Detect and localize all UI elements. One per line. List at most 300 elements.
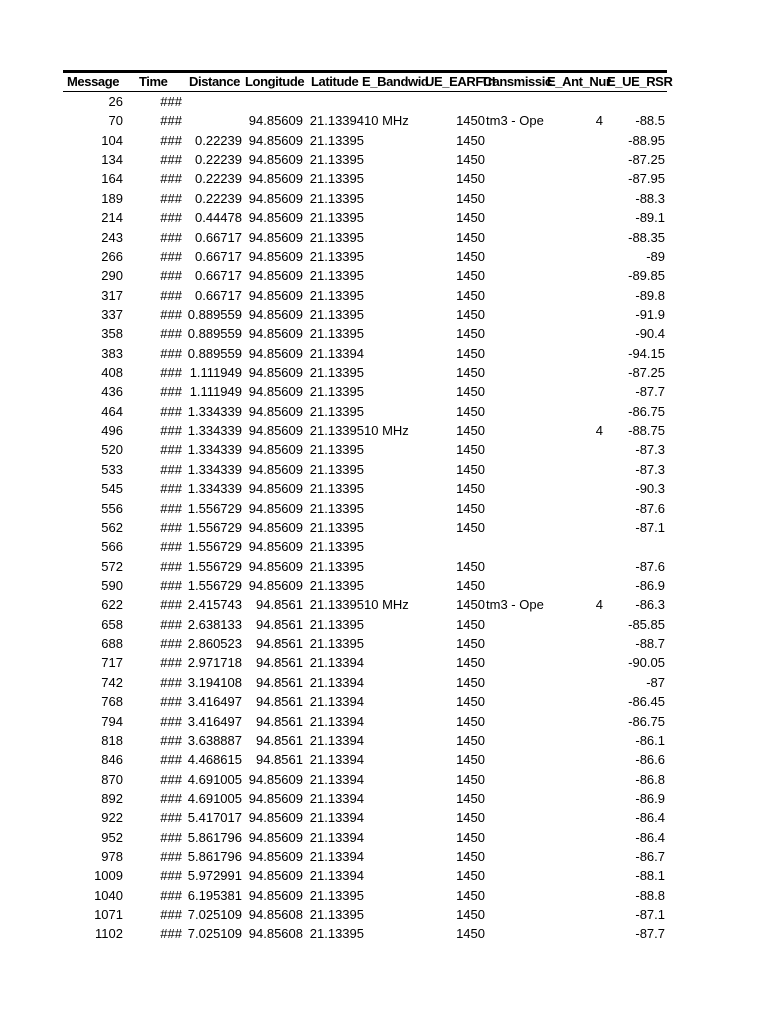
cell-message: 358 [101,326,123,342]
cell-distance: 0.66717 [195,287,242,303]
cell-earfcn: 1450 [456,365,485,381]
cell-latitude: 21.13394 [309,674,364,690]
cell-earfcn: 1450 [456,132,485,148]
cell-rsr: -89.85 [628,268,665,284]
table-row [63,344,667,363]
table-row [63,886,667,905]
cell-time: ### [160,694,182,710]
cell-message: 243 [101,229,123,245]
cell-message: 383 [101,345,123,361]
table-row [63,866,667,885]
cell-time: ### [160,345,182,361]
cell-earfcn: 1450 [456,713,485,729]
table-row [63,169,667,188]
table-row [63,228,667,247]
cell-rsr: -87.1 [635,519,665,535]
cell-latitude: 21.13394 [309,752,364,768]
cell-latitude: 21.13395 [309,636,364,652]
cell-latitude: 21.13395 [309,403,364,419]
cell-longitude: 94.85609 [248,345,303,361]
cell-rsr: -89.8 [635,287,665,303]
cell-earfcn: 1450 [456,210,485,226]
cell-time: ### [160,229,182,245]
cell-latitude: 21.13395 [309,326,364,342]
cell-time: ### [160,152,182,168]
cell-message: 622 [101,597,123,613]
cell-earfcn: 1450 [456,926,485,942]
cell-distance: 1.334339 [187,423,242,439]
cell-longitude: 94.8561 [256,655,303,671]
header-rsr: E_UE_RSR [607,74,673,89]
header-longitude: Longitude [245,74,305,89]
cell-time: ### [160,849,182,865]
cell-longitude: 94.85609 [248,229,303,245]
cell-earfcn: 1450 [456,597,485,613]
cell-longitude: 94.85609 [248,539,303,555]
cell-time: ### [160,713,182,729]
cell-latitude: 21.13395 [309,229,364,245]
cell-message: 590 [101,577,123,593]
cell-time: ### [160,907,182,923]
table-row [63,363,667,382]
cell-earfcn: 1450 [456,345,485,361]
cell-earfcn: 1450 [456,694,485,710]
cell-distance: 1.556729 [187,539,242,555]
cell-earfcn: 1450 [456,326,485,342]
cell-time: ### [160,94,182,109]
cell-rsr: -90.3 [635,481,665,497]
table-row [63,615,667,634]
cell-rsr: -87.1 [635,907,665,923]
cell-latitude: 21.13395 [309,152,364,168]
cell-earfcn: 1450 [456,616,485,632]
cell-earfcn: 1450 [456,229,485,245]
cell-rsr: -87.3 [635,461,665,477]
cell-longitude: 94.8561 [256,636,303,652]
header-distance: Distance [189,74,240,89]
cell-longitude: 94.85609 [248,849,303,865]
cell-rsr: -86.45 [628,694,665,710]
table-body [63,92,667,944]
cell-longitude: 94.8561 [256,713,303,729]
cell-longitude: 94.85608 [248,907,303,923]
cell-earfcn: 1450 [456,655,485,671]
table-row [63,208,667,227]
cell-rsr: -86.9 [635,577,665,593]
cell-latitude: 21.13394 [309,694,364,710]
cell-message: 562 [101,519,123,535]
cell-distance: 3.638887 [187,732,242,748]
cell-latitude: 21.13394 [309,849,364,865]
table-row [63,518,667,537]
cell-earfcn: 1450 [456,268,485,284]
cell-latitude: 21.13395 [309,306,364,322]
cell-latitude: 21.13395 [309,887,364,903]
cell-message: 566 [101,539,123,555]
cell-message: 556 [101,500,123,516]
cell-time: ### [160,829,182,845]
cell-longitude: 94.85609 [248,365,303,381]
cell-earfcn: 1450 [456,306,485,322]
cell-distance: 0.889559 [187,345,242,361]
header-ant-num: E_Ant_Nur [547,74,611,89]
cell-latitude: 21.13395 [309,365,364,381]
cell-rsr: -87.6 [635,558,665,574]
cell-rsr: -85.85 [628,616,665,632]
table-row [63,440,667,459]
cell-longitude: 94.85609 [248,287,303,303]
cell-longitude: 94.8561 [256,732,303,748]
table-row [63,828,667,847]
cell-message: 922 [101,810,123,826]
table-row [63,634,667,653]
cell-earfcn: 1450 [456,907,485,923]
cell-earfcn: 1450 [456,771,485,787]
cell-latitude: 21.13395 [309,597,364,613]
cell-ant-num: 4 [595,597,603,613]
cell-distance: 1.334339 [187,481,242,497]
cell-time: ### [160,868,182,884]
cell-longitude: 94.85609 [248,887,303,903]
cell-rsr: -88.5 [635,113,665,129]
cell-rsr: -86.1 [635,732,665,748]
cell-ant-num: 4 [595,423,603,439]
cell-latitude: 21.13394 [309,732,364,748]
cell-longitude: 94.85609 [248,500,303,516]
cell-message: 70 [108,113,123,129]
cell-distance: 3.416497 [187,694,242,710]
cell-distance: 3.194108 [187,674,242,690]
cell-latitude: 21.13395 [309,190,364,206]
cell-transmission: tm3 - Ope [486,113,544,129]
cell-latitude: 21.13394 [309,810,364,826]
cell-latitude: 21.13394 [309,829,364,845]
cell-rsr: -88.1 [635,868,665,884]
cell-distance: 0.66717 [195,268,242,284]
cell-distance: 0.22239 [195,132,242,148]
cell-earfcn: 1450 [456,887,485,903]
table-row [63,770,667,789]
cell-rsr: -86.3 [635,597,665,613]
cell-longitude: 94.8561 [256,694,303,710]
cell-message: 436 [101,384,123,400]
cell-message: 266 [101,248,123,264]
table-row [63,111,667,130]
cell-longitude: 94.85608 [248,926,303,942]
cell-distance: 3.416497 [187,713,242,729]
cell-distance: 7.025109 [187,926,242,942]
cell-earfcn: 1450 [456,868,485,884]
cell-earfcn: 1450 [456,674,485,690]
cell-message: 952 [101,829,123,845]
cell-longitude: 94.85609 [248,577,303,593]
cell-time: ### [160,287,182,303]
cell-latitude: 21.13395 [309,384,364,400]
table-row [63,750,667,769]
cell-latitude: 21.13395 [309,461,364,477]
cell-earfcn: 1450 [456,171,485,187]
cell-rsr: -86.6 [635,752,665,768]
cell-time: ### [160,752,182,768]
header-row [63,73,673,92]
cell-message: 290 [101,268,123,284]
cell-message: 189 [101,190,123,206]
cell-longitude: 94.85609 [248,384,303,400]
cell-earfcn: 1450 [456,287,485,303]
cell-message: 1040 [94,887,123,903]
cell-latitude: 21.13395 [309,500,364,516]
cell-latitude: 21.13394 [309,113,364,129]
header-latitude: Latitude [311,74,359,89]
table-row [63,595,667,614]
cell-longitude: 94.85609 [248,403,303,419]
cell-longitude: 94.8561 [256,616,303,632]
cell-time: ### [160,500,182,516]
table-row [63,808,667,827]
cell-latitude: 21.13395 [309,248,364,264]
cell-earfcn: 1450 [456,577,485,593]
cell-latitude: 21.13395 [309,907,364,923]
cell-message: 214 [101,210,123,226]
cell-distance: 0.66717 [195,229,242,245]
cell-rsr: -86.75 [628,713,665,729]
cell-earfcn: 1450 [456,636,485,652]
cell-time: ### [160,210,182,226]
cell-rsr: -88.3 [635,190,665,206]
cell-earfcn: 1450 [456,113,485,129]
cell-message: 892 [101,790,123,806]
cell-distance: 5.417017 [187,810,242,826]
cell-message: 26 [108,94,123,109]
table-row [63,673,667,692]
cell-latitude: 21.13395 [309,616,364,632]
header-transmission: Transmissic [481,74,552,89]
cell-distance: 1.111949 [189,365,242,381]
cell-distance: 6.195381 [187,887,242,903]
cell-rsr: -87.7 [635,384,665,400]
cell-rsr: -88.95 [628,132,665,148]
cell-distance: 0.66717 [195,248,242,264]
cell-message: 688 [101,636,123,652]
cell-time: ### [160,326,182,342]
cell-rsr: -90.05 [628,655,665,671]
cell-message: 464 [101,403,123,419]
cell-distance: 5.861796 [187,849,242,865]
cell-time: ### [160,577,182,593]
cell-longitude: 94.85609 [248,306,303,322]
cell-distance: 0.22239 [195,190,242,206]
table-row [63,557,667,576]
cell-message: 1071 [94,907,123,923]
cell-rsr: -87.3 [635,442,665,458]
header-time: Time [139,74,168,89]
cell-time: ### [160,384,182,400]
cell-message: 794 [101,713,123,729]
cell-time: ### [160,481,182,497]
cell-message: 846 [101,752,123,768]
table-row [63,286,667,305]
cell-longitude: 94.85609 [248,829,303,845]
cell-rsr: -87.25 [628,152,665,168]
cell-longitude: 94.8561 [256,674,303,690]
cell-longitude: 94.85609 [248,519,303,535]
table-row [63,692,667,711]
cell-rsr: -94.15 [628,345,665,361]
cell-longitude: 94.85609 [248,268,303,284]
table-row [63,576,667,595]
table-row [63,537,667,556]
cell-earfcn: 1450 [456,732,485,748]
cell-latitude: 21.13394 [309,345,364,361]
cell-distance: 0.889559 [187,326,242,342]
cell-rsr: -86.9 [635,790,665,806]
cell-latitude: 21.13395 [309,268,364,284]
cell-earfcn: 1450 [456,849,485,865]
cell-distance: 2.415743 [187,597,242,613]
cell-earfcn: 1450 [456,248,485,264]
cell-distance: 1.334339 [187,442,242,458]
cell-distance: 1.111949 [189,384,242,400]
cell-rsr: -86.4 [635,829,665,845]
cell-longitude: 94.85609 [248,210,303,226]
cell-distance: 1.556729 [187,500,242,516]
cell-distance: 0.889559 [187,306,242,322]
cell-time: ### [160,558,182,574]
cell-rsr: -87.95 [628,171,665,187]
table-row [63,402,667,421]
cell-longitude: 94.85609 [248,132,303,148]
cell-time: ### [160,132,182,148]
cell-latitude: 21.13394 [309,713,364,729]
cell-rsr: -86.7 [635,849,665,865]
cell-distance: 4.691005 [187,790,242,806]
cell-longitude: 94.85609 [248,461,303,477]
cell-message: 408 [101,365,123,381]
cell-latitude: 21.13394 [309,790,364,806]
cell-message: 104 [101,132,123,148]
cell-latitude: 21.13394 [309,655,364,671]
cell-message: 978 [101,849,123,865]
cell-message: 717 [101,655,123,671]
cell-time: ### [160,423,182,439]
cell-message: 164 [101,171,123,187]
cell-message: 317 [101,287,123,303]
cell-longitude: 94.8561 [256,752,303,768]
cell-longitude: 94.85609 [248,868,303,884]
cell-time: ### [160,171,182,187]
cell-earfcn: 1450 [456,558,485,574]
cell-latitude: 21.13395 [309,171,364,187]
cell-message: 545 [101,481,123,497]
cell-ant-num: 4 [595,113,603,129]
cell-latitude: 21.13394 [309,771,364,787]
cell-distance: 2.860523 [187,636,242,652]
header-earfcn: UE_EARFCI [425,74,496,89]
cell-rsr: -87.6 [635,500,665,516]
cell-distance: 5.861796 [187,829,242,845]
cell-earfcn: 1450 [456,152,485,168]
cell-rsr: -86.8 [635,771,665,787]
cell-earfcn: 1450 [456,461,485,477]
table-row [63,324,667,343]
table-row [63,421,667,440]
cell-time: ### [160,539,182,555]
cell-earfcn: 1450 [456,403,485,419]
cell-distance: 1.334339 [187,461,242,477]
table-row [63,382,667,401]
cell-longitude: 94.85609 [248,810,303,826]
cell-time: ### [160,519,182,535]
cell-time: ### [160,461,182,477]
cell-longitude: 94.85609 [248,326,303,342]
cell-latitude: 21.13395 [309,481,364,497]
cell-rsr: -86.75 [628,403,665,419]
table-row [63,653,667,672]
table-row [63,847,667,866]
header-message: Message [67,74,120,89]
cell-message: 520 [101,442,123,458]
table-row [63,479,667,498]
cell-time: ### [160,636,182,652]
cell-time: ### [160,887,182,903]
cell-message: 572 [101,558,123,574]
cell-longitude: 94.85609 [248,113,303,129]
cell-distance: 7.025109 [187,907,242,923]
cell-time: ### [160,655,182,671]
cell-latitude: 21.13395 [309,926,364,942]
cell-distance: 4.691005 [187,771,242,787]
cell-latitude: 21.13395 [309,287,364,303]
cell-time: ### [160,268,182,284]
cell-rsr: -87 [646,674,665,690]
header-bandwidth: E_Bandwid [362,74,429,89]
cell-time: ### [160,616,182,632]
cell-rsr: -86.4 [635,810,665,826]
cell-latitude: 21.13395 [309,519,364,535]
cell-longitude: 94.85609 [248,152,303,168]
cell-distance: 2.971718 [187,655,242,671]
cell-longitude: 94.85609 [248,171,303,187]
cell-earfcn: 1450 [456,190,485,206]
cell-longitude: 94.85609 [248,248,303,264]
cell-bandwidth: 10 MHz [364,113,409,129]
cell-longitude: 94.85609 [248,481,303,497]
cell-earfcn: 1450 [456,519,485,535]
cell-message: 768 [101,694,123,710]
cell-time: ### [160,248,182,264]
cell-rsr: -87.7 [635,926,665,942]
cell-time: ### [160,306,182,322]
table-row [63,92,667,111]
cell-latitude: 21.13394 [309,868,364,884]
cell-message: 134 [101,152,123,168]
cell-earfcn: 1450 [456,829,485,845]
table-row [63,789,667,808]
table-row [63,266,667,285]
cell-longitude: 94.85609 [248,423,303,439]
cell-bandwidth: 10 MHz [364,597,409,613]
cell-latitude: 21.13395 [309,558,364,574]
cell-earfcn: 1450 [456,790,485,806]
cell-longitude: 94.85609 [248,442,303,458]
cell-distance: 0.22239 [195,152,242,168]
cell-longitude: 94.85609 [248,190,303,206]
cell-message: 533 [101,461,123,477]
cell-latitude: 21.13395 [309,210,364,226]
cell-longitude: 94.85609 [248,771,303,787]
cell-message: 1102 [95,926,123,942]
cell-longitude: 94.85609 [248,790,303,806]
